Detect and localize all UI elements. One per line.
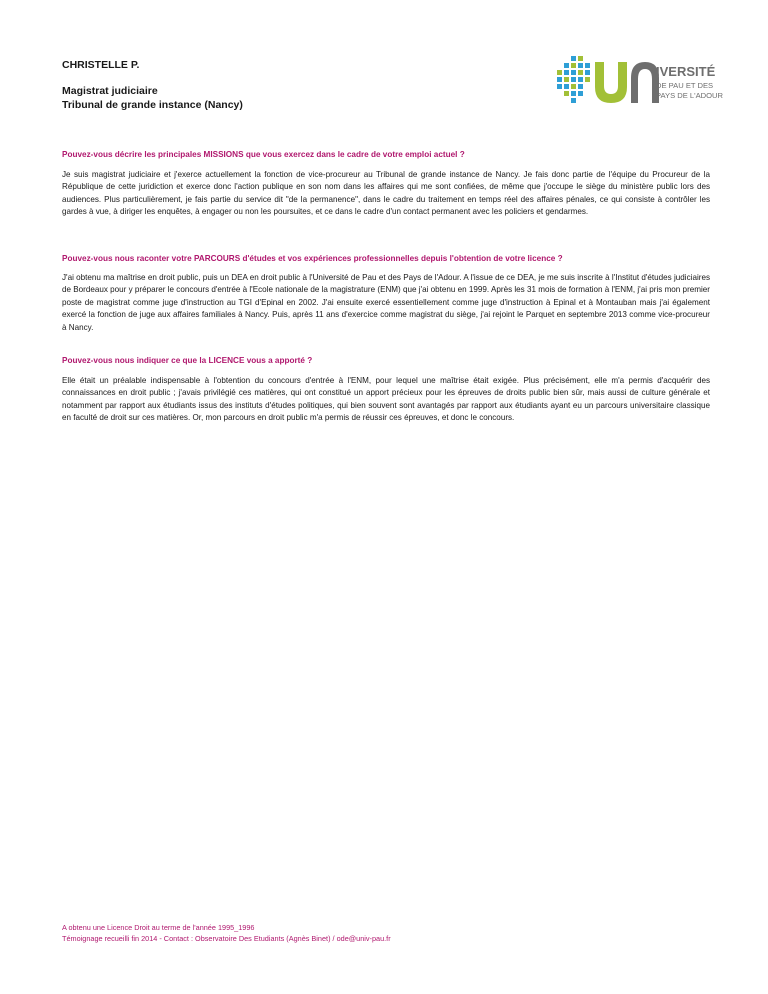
section-licence-question-block xyxy=(62,355,710,366)
page-footer xyxy=(62,922,391,944)
logo-line2: DE PAU ET DES xyxy=(656,81,714,90)
answer-licence: Elle était un préalable indispensable à l'obtention du concours d'entrée à l'ENM, pour lequel une maîtrise était exigée. Plus précisément, elle m'a permis d'acquérir des connaissances en droit public ; j'avais privilégié ces matières, qui ont constitué un apport précieux pour les épreuves de droits public bien sûr, mais aussi de culture générale et notamment par rapport aux étudiants issus des instituts d'études politiques, qui bien souvent sont avantagés par rapport aux étudiants ayant eu un parcours universitaire classique en faculté de droit sur ces matières. Or, mon parcours en droit public m'a permis de réussir ces épreuves, et donc le concours. xyxy=(62,376,710,423)
footer-contact: Témoignage recueilli fin 2014 - Contact : Observatoire Des Etudiants (Agnès Binet) / ode@univ-pau.fr xyxy=(62,934,391,943)
section-licence-answer-block xyxy=(62,375,710,425)
logo-line3: PAYS DE L'ADOUR xyxy=(656,91,723,100)
section-parcours-answer-block xyxy=(62,272,710,334)
question-missions: Pouvez-vous décrire les principales MISSIONS que vous exercez dans le cadre de votre emploi actuel ? xyxy=(62,150,465,159)
section-missions-answer-block xyxy=(62,169,710,219)
footer-licence-year: A obtenu une Licence Droit au terme de l'année 1995_1996 xyxy=(62,923,255,932)
logo-u-shape xyxy=(595,62,627,103)
answer-missions: Je suis magistrat judiciaire et j'exerce actuellement la fonction de vice-procureur au Tribunal de grande instance de Nancy. Je fais donc partie de l'équipe du Procureur de la République de cette juridiction et exerce donc l'action publique en son nom dans les affaires qui me sont confiées, de même que j'occupe le siège du ministère public lors des audiences. Plus particulièrement, je fais partie du service dit "de la permanence", dans le cadre du traitement en temps réel des affaires pénales, ce qui consiste à contrôler les gardes à vue, à diriger les enquêtes, à engager ou non les poursuites, et ce dans le cadre d'un contact permanent avec les policiers et gendarmes. xyxy=(62,170,710,217)
section-parcours-question-block xyxy=(62,253,710,264)
university-logo xyxy=(553,54,723,106)
person-institution: Tribunal de grande instance (Nancy) xyxy=(62,99,243,111)
logo-n-arch xyxy=(631,62,659,103)
answer-parcours: J'ai obtenu ma maîtrise en droit public, puis un DEA en droit public à l'Université de Pau et des Pays de l'Adour. A l'issue de ce DEA, je me suis inscrite à l'Institut d'études judiciaires de Bordeaux pour y préparer le concours d'entrée à l'Ecole nationale de la magistrature (ENM) que j'ai obtenu en 1999. Après les 31 mois de formation à l'ENM, j'ai pris mon premier poste de magistrat comme juge d'instruction au TGI d'Epinal en 2002. J'ai ensuite exercé essentiellement comme juge d'instruction à Epinal et à Montauban mais j'ai également exercé la fonction de juge aux affaires familiales à Nancy. Puis, après 11 ans d'exercice comme magistrat du siège, j'ai rejoint le Parquet en septembre 2013 comme vice-procureur à Nancy. xyxy=(62,273,710,332)
question-parcours: Pouvez-vous nous raconter votre PARCOURS d'études et vos expériences professionnelles depuis l'obtention de votre licence ? xyxy=(62,254,563,263)
university-logo-graphic xyxy=(553,54,723,106)
logo-mosaic xyxy=(557,56,590,103)
person-name: CHRISTELLE P. xyxy=(62,59,140,71)
logo-word: IVERSITÉ xyxy=(656,64,716,79)
question-licence: Pouvez-vous nous indiquer ce que la LICENCE vous a apporté ? xyxy=(62,356,313,365)
person-role: Magistrat judiciaire xyxy=(62,85,158,97)
section-missions-question-block xyxy=(62,149,710,160)
person-header xyxy=(62,58,243,112)
